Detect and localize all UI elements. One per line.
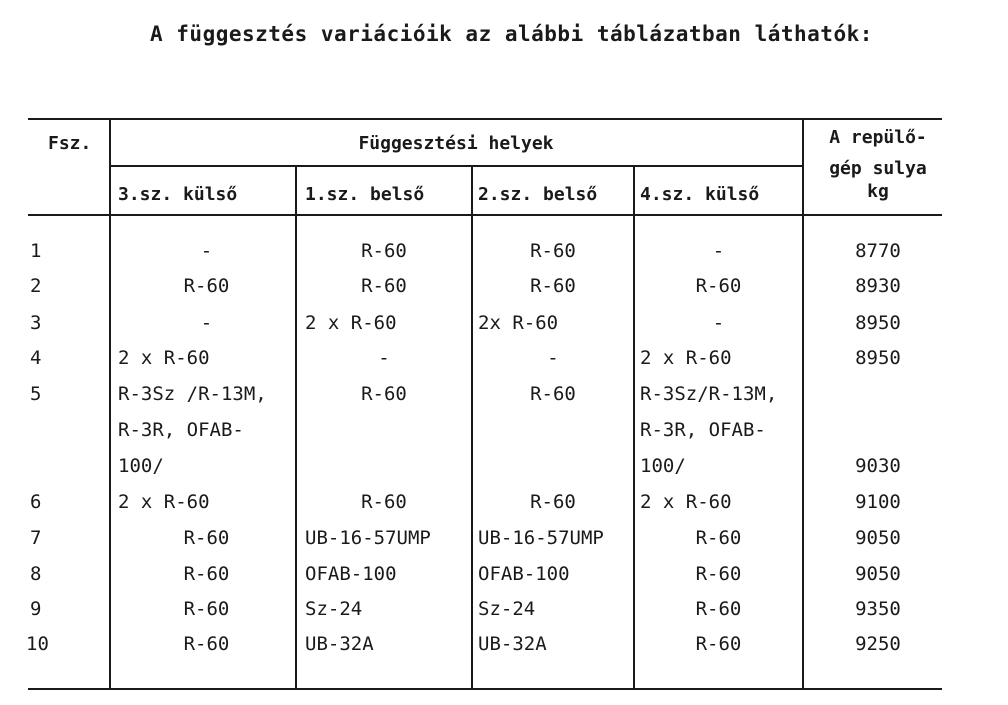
position-cell: R-60: [361, 275, 407, 297]
position-cell: 2 x R-60: [118, 491, 210, 513]
header-col-2: 1.sz. belső: [305, 184, 425, 205]
position-cell: R-60: [183, 598, 230, 620]
weight-cell: 8770: [855, 240, 901, 262]
page-title: A függesztés variációik az alábbi táblázatban láthatók:: [150, 22, 873, 46]
position-cell: Sz-24: [478, 598, 536, 620]
position-cell: R-60: [361, 383, 407, 405]
position-cell: R-60: [695, 275, 742, 297]
row-number-cell: 2: [30, 275, 42, 297]
weight-cell: 8950: [855, 347, 901, 369]
position-cell: -: [378, 347, 390, 369]
row-number-cell: 3: [30, 312, 42, 334]
position-cell: R-3Sz /R-13M,: [118, 383, 267, 405]
row-number-cell: 5: [30, 383, 42, 405]
group-header-rule: [110, 165, 802, 167]
position-cell: -: [712, 240, 725, 262]
position-cell: -: [712, 312, 725, 334]
position-cell: -: [200, 240, 213, 262]
position-cell: 100/: [118, 455, 164, 477]
row-number-cell: 9: [30, 598, 42, 620]
header-weight-line1: A repülő-: [829, 127, 927, 148]
table-top-rule: [28, 118, 942, 120]
row-number-cell: 7: [30, 527, 42, 549]
position-cell: 2 x R-60: [640, 347, 732, 369]
row-number-cell: 4: [30, 347, 42, 369]
position-cell: R-60: [361, 491, 407, 513]
header-col-4: 4.sz. külső: [640, 184, 760, 205]
header-col-3: 2.sz. belső: [478, 184, 598, 205]
header-group: Függesztési helyek: [358, 133, 554, 154]
weight-cell: 8930: [855, 275, 901, 297]
position-cell: R-60: [530, 383, 576, 405]
position-cell: 2 x R-60: [640, 491, 732, 513]
position-cell: R-60: [695, 633, 742, 655]
position-cell: R-3R, OFAB-: [640, 419, 766, 441]
position-cell: R-60: [183, 275, 230, 297]
col-divider-num: [109, 118, 111, 690]
weight-cell: 9100: [855, 491, 901, 513]
position-cell: R-60: [183, 633, 230, 655]
position-cell: UB-16-57UMP: [478, 527, 604, 549]
header-bottom-rule: [28, 214, 942, 216]
position-cell: R-60: [695, 598, 742, 620]
position-cell: R-60: [530, 491, 576, 513]
weight-cell: 9050: [855, 527, 901, 549]
position-cell: R-60: [183, 527, 230, 549]
row-number-cell: 6: [30, 491, 42, 513]
position-cell: UB-16-57UMP: [305, 527, 431, 549]
position-cell: R-60: [530, 275, 576, 297]
header-weight-line3: kg: [867, 181, 889, 202]
position-cell: R-3Sz/R-13M,: [640, 383, 778, 405]
header-col-1: 3.sz. külső: [118, 184, 238, 205]
row-number-cell: 10: [26, 633, 49, 655]
row-number-cell: 1: [30, 240, 42, 262]
position-cell: OFAB-100: [305, 563, 397, 585]
position-cell: OFAB-100: [478, 563, 570, 585]
position-cell: 2 x R-60: [118, 347, 210, 369]
position-cell: UB-32A: [305, 633, 374, 655]
position-cell: 2 x R-60: [305, 312, 397, 334]
position-cell: 100/: [640, 455, 686, 477]
row-number-cell: 8: [30, 563, 42, 585]
position-cell: Sz-24: [305, 598, 363, 620]
position-cell: R-60: [361, 240, 407, 262]
position-cell: R-60: [695, 527, 742, 549]
position-cell: R-60: [530, 240, 576, 262]
header-weight-line2: gép sulya: [829, 158, 927, 179]
position-cell: 2x R-60: [478, 312, 559, 334]
position-cell: R-60: [183, 563, 230, 585]
weight-cell: 8950: [855, 312, 901, 334]
header-num: Fsz.: [48, 133, 92, 154]
position-cell: R-60: [695, 563, 742, 585]
weight-cell: 9050: [855, 563, 901, 585]
position-cell: UB-32A: [478, 633, 547, 655]
table-bottom-rule: [28, 688, 942, 690]
position-cell: -: [200, 312, 213, 334]
weight-cell: 9030: [855, 455, 901, 477]
weight-cell: 9350: [855, 598, 901, 620]
weight-cell: 9250: [855, 633, 901, 655]
position-cell: -: [547, 347, 559, 369]
position-cell: R-3R, OFAB-: [118, 419, 244, 441]
